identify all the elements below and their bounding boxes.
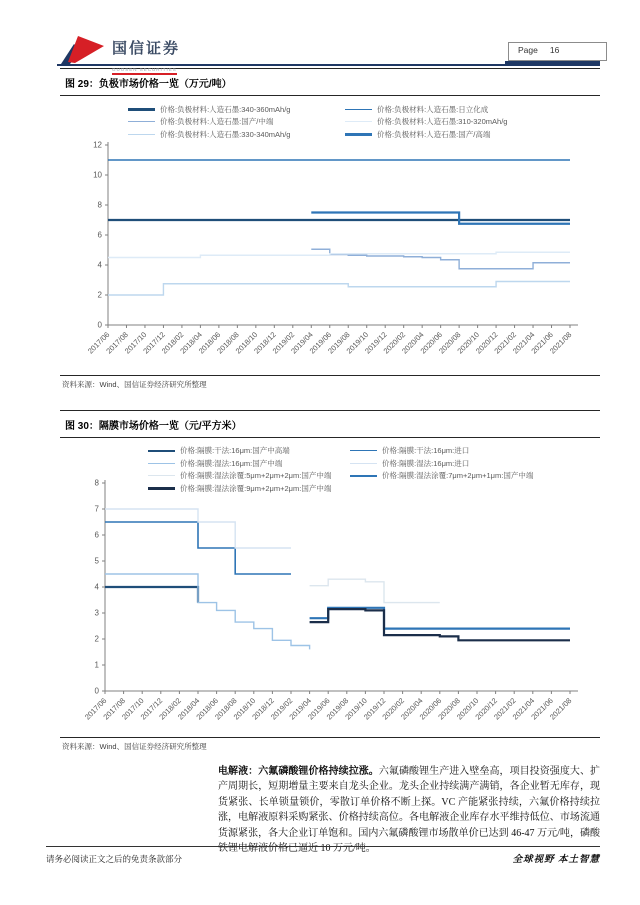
header-divider-right	[505, 61, 600, 64]
svg-text:2017/10: 2017/10	[120, 695, 146, 722]
legend-item	[148, 457, 350, 470]
svg-text:2020/02: 2020/02	[381, 329, 408, 356]
legend-line-swatch	[148, 487, 175, 490]
legend-label: 价格:隔膜:湿法涂覆:7μm+2μm+1μm:国产中端	[382, 471, 534, 481]
svg-text:2020/08: 2020/08	[436, 695, 462, 722]
disclaimer-text: 请务必阅读正文之后的免责条款部分	[46, 854, 183, 864]
header-divider	[57, 64, 600, 66]
svg-text:2019/10: 2019/10	[344, 329, 371, 356]
chart-30-canvas	[60, 477, 600, 735]
legend-item	[128, 116, 345, 129]
svg-text:2017/12: 2017/12	[138, 695, 165, 722]
svg-text:12: 12	[93, 140, 102, 149]
svg-text:2018/04: 2018/04	[175, 695, 202, 722]
svg-text:4: 4	[97, 260, 102, 269]
svg-text:2021/04: 2021/04	[510, 329, 537, 356]
legend-label: 价格:隔膜:干法:16μm:进口	[382, 446, 470, 456]
legend-item	[350, 470, 533, 483]
svg-text:2020/10: 2020/10	[455, 329, 482, 356]
svg-text:2021/02: 2021/02	[492, 329, 518, 356]
svg-text:2021/04: 2021/04	[510, 695, 537, 722]
electrolyte-paragraph	[218, 764, 600, 858]
legend-item	[350, 445, 533, 458]
guosen-logo-icon	[60, 35, 106, 65]
legend-line-swatch	[350, 450, 377, 451]
svg-text:5: 5	[94, 556, 99, 565]
page-header	[0, 0, 640, 72]
svg-text:2019/12: 2019/12	[361, 695, 388, 722]
chart-29-legend	[60, 96, 600, 141]
svg-text:6: 6	[94, 530, 99, 539]
svg-text:2018/08: 2018/08	[215, 329, 241, 356]
svg-text:2020/04: 2020/04	[399, 695, 425, 722]
svg-text:2019/08: 2019/08	[324, 695, 351, 722]
x-axis-labels	[83, 696, 574, 722]
svg-text:2018/06: 2018/06	[194, 695, 221, 722]
svg-text:6: 6	[97, 230, 102, 239]
svg-text:2021/08: 2021/08	[547, 695, 574, 722]
svg-text:8: 8	[97, 200, 102, 209]
svg-text:2021/06: 2021/06	[529, 695, 555, 722]
svg-text:2021/02: 2021/02	[492, 695, 518, 722]
svg-text:0: 0	[97, 320, 102, 329]
legend-line-swatch	[350, 475, 377, 478]
legend-label: 价格:负极材料:人造石墨:日立化成	[377, 104, 489, 114]
slogan-text: 全球视野 本土智慧	[512, 855, 600, 865]
svg-text:2018/12: 2018/12	[252, 329, 278, 356]
svg-text:2021/06: 2021/06	[529, 329, 555, 356]
brand-text	[112, 37, 180, 76]
legend-line-swatch	[345, 133, 372, 136]
figure-30	[60, 410, 600, 756]
series-line	[310, 579, 440, 602]
svg-text:2020/06: 2020/06	[418, 329, 445, 356]
figure-30-title: 图 30：隔膜市场价格一览（元/平方米）	[60, 410, 600, 438]
legend-column	[350, 445, 533, 495]
legend-line-swatch	[148, 475, 175, 476]
svg-text:2: 2	[97, 290, 102, 299]
page-label: Page	[518, 45, 538, 55]
svg-text:0: 0	[94, 686, 99, 695]
legend-label: 价格:负极材料:人造石墨:310-320mAh/g	[377, 117, 508, 127]
chart-30-legend	[60, 438, 600, 495]
svg-text:2019/02: 2019/02	[270, 329, 297, 356]
svg-text:2019/04: 2019/04	[287, 695, 314, 722]
y-axis-labels	[95, 478, 100, 695]
svg-text:2017/06: 2017/06	[85, 329, 112, 356]
legend-label: 价格:负极材料:人造石墨:340-360mAh/g	[160, 104, 291, 114]
svg-text:1: 1	[94, 660, 99, 669]
svg-text:2019/06: 2019/06	[307, 329, 334, 356]
legend-line-swatch	[128, 121, 155, 122]
axes	[105, 142, 578, 328]
paragraph-lead: 电解液：六氟磷酸锂价格持续拉涨。	[218, 765, 379, 777]
svg-text:2018/12: 2018/12	[250, 695, 276, 722]
svg-text:2019/06: 2019/06	[306, 695, 332, 722]
svg-text:2021/08: 2021/08	[547, 329, 574, 356]
svg-text:2020/06: 2020/06	[417, 695, 444, 722]
legend-column	[345, 103, 507, 141]
x-axis-labels	[86, 330, 574, 356]
paragraph-body: 六氟磷酸锂生产进入壁垒高，项目投资强度大、扩产周期长，短期增量主要来自龙头企业。龙头企业持续满产满销，各企业暂无库存，现货紧张、长单锁量锁价，零散订单价格不断上探。VC 产能紧张持续，六氟价格持续拉涨，电解液原料采购紧张、价格持续高位。各电解液企业库存水平维持低位、市场流通货源紧张，各大企业订单饱和。国内六氟磷酸锂市场散单价已达到 46-47 万元/吨，磷酸铁锂电解液价格已逼近 10 万元/吨。	[218, 765, 601, 855]
legend-line-swatch	[128, 108, 155, 111]
svg-text:2019/12: 2019/12	[363, 329, 389, 356]
legend-column	[148, 445, 350, 495]
legend-line-swatch	[128, 134, 155, 135]
series-line	[310, 609, 570, 640]
legend-item	[148, 482, 350, 495]
legend-item	[345, 116, 507, 129]
figure-29-source: 资料来源：Wind、国信证券经济研究所整理	[60, 375, 600, 394]
svg-text:2020/10: 2020/10	[454, 695, 481, 722]
series-line	[105, 574, 310, 649]
brand-subtitle: GUOSEN SECURITIES	[112, 67, 177, 75]
svg-text:2020/02: 2020/02	[380, 695, 407, 722]
legend-column	[128, 103, 345, 141]
svg-text:2018/06: 2018/06	[196, 329, 223, 356]
legend-item	[128, 103, 345, 116]
svg-text:3: 3	[94, 608, 99, 617]
svg-text:2019/02: 2019/02	[268, 695, 295, 722]
svg-text:2017/10: 2017/10	[122, 329, 149, 356]
figure-30-source: 资料来源：Wind、国信证券经济研究所整理	[60, 737, 600, 756]
svg-text:8: 8	[94, 478, 99, 487]
svg-text:2019/10: 2019/10	[343, 695, 369, 722]
svg-text:2018/08: 2018/08	[213, 695, 239, 722]
svg-text:2019/04: 2019/04	[289, 329, 315, 356]
svg-text:2: 2	[94, 634, 99, 643]
page-number: 16	[549, 45, 560, 55]
page-number-box	[508, 42, 607, 61]
svg-text:10: 10	[93, 170, 102, 179]
legend-item	[148, 445, 350, 458]
series-line	[310, 607, 570, 628]
svg-text:2020/04: 2020/04	[400, 329, 426, 356]
svg-text:4: 4	[94, 582, 99, 591]
legend-line-swatch	[345, 109, 372, 110]
legend-line-swatch	[148, 450, 175, 453]
legend-label: 价格:隔膜:干法:16μm:国产中高端	[180, 446, 290, 456]
y-axis-labels	[93, 141, 102, 330]
legend-line-swatch	[345, 121, 372, 122]
legend-item	[128, 128, 345, 141]
svg-text:2020/12: 2020/12	[473, 329, 500, 356]
chart-29-canvas	[60, 141, 600, 373]
legend-label: 价格:隔膜:湿法涂覆:5μm+2μm+2μm:国产中端	[180, 471, 332, 481]
svg-text:2018/02: 2018/02	[157, 695, 183, 722]
legend-item	[350, 457, 533, 470]
brand-name: 国信证券	[112, 40, 181, 57]
legend-label: 价格:隔膜:湿法:16μm:国产中端	[180, 458, 283, 468]
svg-text:2020/08: 2020/08	[436, 329, 463, 356]
figure-29-title: 图 29：负极市场价格一览（万元/吨）	[60, 68, 600, 96]
legend-line-swatch	[350, 463, 377, 464]
series-line	[105, 587, 198, 603]
svg-text:2018/10: 2018/10	[233, 329, 260, 356]
legend-item	[345, 128, 507, 141]
figure-29	[60, 68, 600, 394]
svg-text:2018/04: 2018/04	[178, 329, 204, 356]
svg-text:2017/08: 2017/08	[101, 695, 128, 722]
series-line	[108, 281, 570, 295]
svg-text:2020/12: 2020/12	[473, 695, 500, 722]
svg-text:2017/12: 2017/12	[141, 329, 167, 356]
page-footer	[46, 846, 600, 865]
legend-label: 价格:负极材料:人造石墨:330-340mAh/g	[160, 129, 291, 139]
legend-item	[148, 470, 350, 483]
svg-text:2018/10: 2018/10	[231, 695, 258, 722]
legend-item	[345, 103, 507, 116]
svg-text:2017/08: 2017/08	[104, 329, 130, 356]
svg-text:2017/06: 2017/06	[82, 695, 109, 722]
legend-label: 价格:负极材料:人造石墨:国产/高端	[377, 129, 491, 139]
svg-text:2019/08: 2019/08	[326, 329, 352, 356]
legend-label: 价格:负极材料:人造石墨:国产/中端	[160, 117, 274, 127]
legend-label: 价格:隔膜:湿法:16μm:进口	[382, 458, 470, 468]
legend-line-swatch	[148, 463, 175, 464]
legend-label: 价格:隔膜:湿法涂覆:9μm+2μm+2μm:国产中端	[180, 483, 332, 493]
svg-text:2018/02: 2018/02	[159, 329, 186, 356]
svg-text:7: 7	[94, 504, 99, 513]
series-line	[311, 212, 570, 223]
